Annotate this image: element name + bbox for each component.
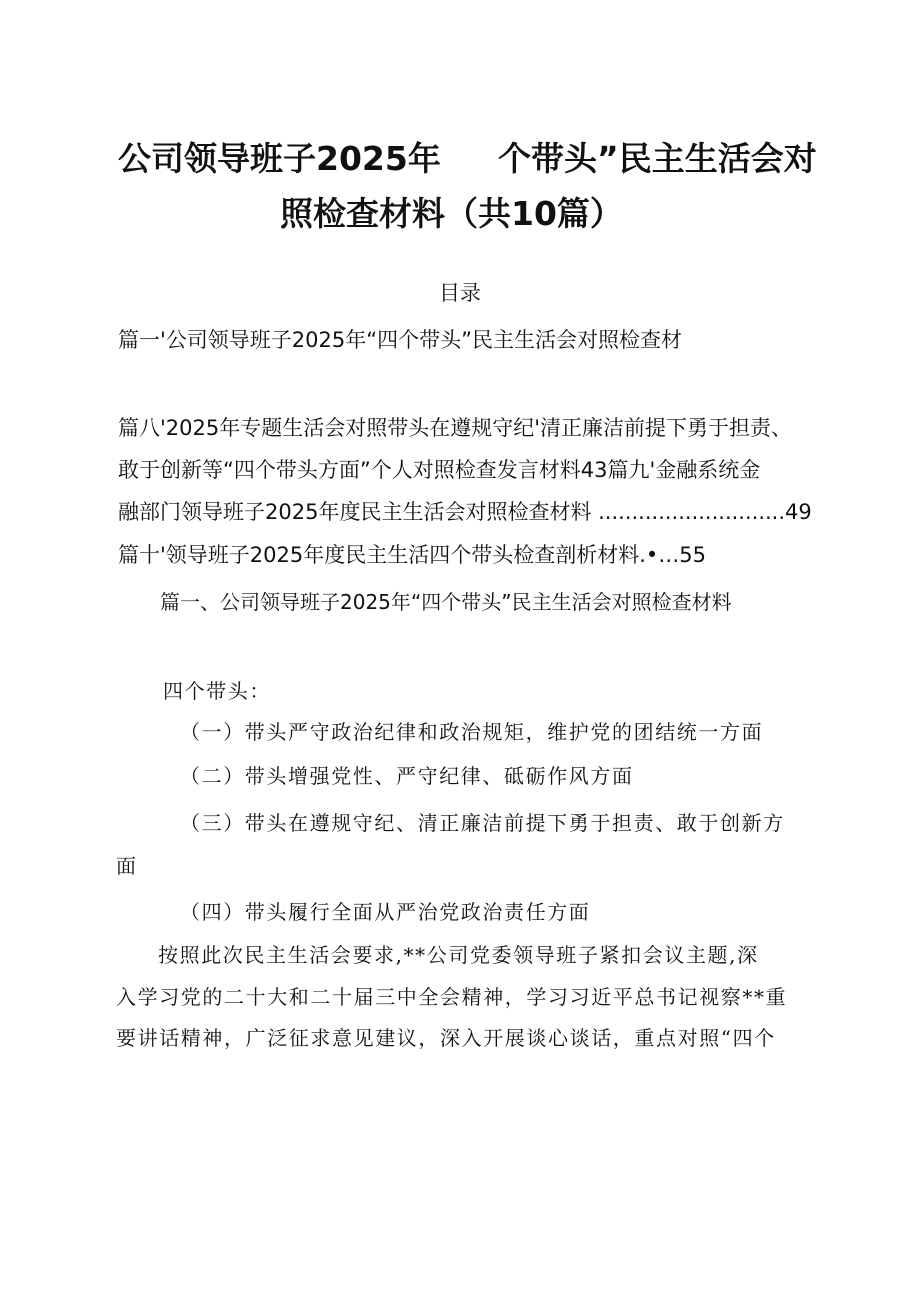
toc-entry: 篇八'2025年专题生活会对照带头在遵规守纪'清正廉洁前提下勇于担责、	[118, 416, 792, 440]
body-line: 要讲话精神，广泛征求意见建议，深入开展谈心谈话，重点对照“四个	[116, 1026, 776, 1050]
body-line: （二）带头增强党性、严守纪律、砥砺作风方面	[180, 764, 634, 788]
body-line: 面	[116, 854, 138, 878]
body-line: （一）带头严守政治纪律和政治规矩，维护党的团结统一方面	[180, 720, 764, 744]
body-line: （四）带头履行全面从严治党政治责任方面	[180, 900, 591, 924]
toc-entry: 篇一'公司领导班子2025年“四个带头”民主生活会对照检查材	[118, 328, 682, 352]
body-line: 按照此次民主生活会要求,**公司党委领导班子紧扣会议主题,深	[158, 943, 759, 967]
body-line: （三）带头在遵规守纪、清正廉洁前提下勇于担责、敢于创新方	[180, 811, 785, 835]
toc-entry: 敢于创新等“四个带头方面”个人对照检查发言材料43篇九'金融系统金	[118, 458, 761, 482]
doc-title-line1-part1: 公司领导班子2025年	[118, 139, 441, 178]
toc-heading: 目录	[439, 281, 481, 305]
toc-entry: 融部门领导班子2025年度民主生活会对照检查材料 ............................49	[118, 500, 812, 524]
section-heading: 篇一、公司领导班子2025年“四个带头”民主生活会对照检查材料	[160, 590, 732, 614]
toc-entry: 篇十'领导班子2025年度民主生活四个带头检查剖析材料.•…55	[118, 543, 706, 567]
doc-title-line2: 照检查材料（共10篇）	[280, 194, 623, 233]
doc-title-line1-part2: 个带头”民主生活会对	[498, 139, 817, 178]
body-line: 入学习党的二十大和二十届三中全会精神，学习习近平总书记视察**重	[116, 985, 788, 1009]
body-line: 四个带头：	[163, 679, 271, 703]
